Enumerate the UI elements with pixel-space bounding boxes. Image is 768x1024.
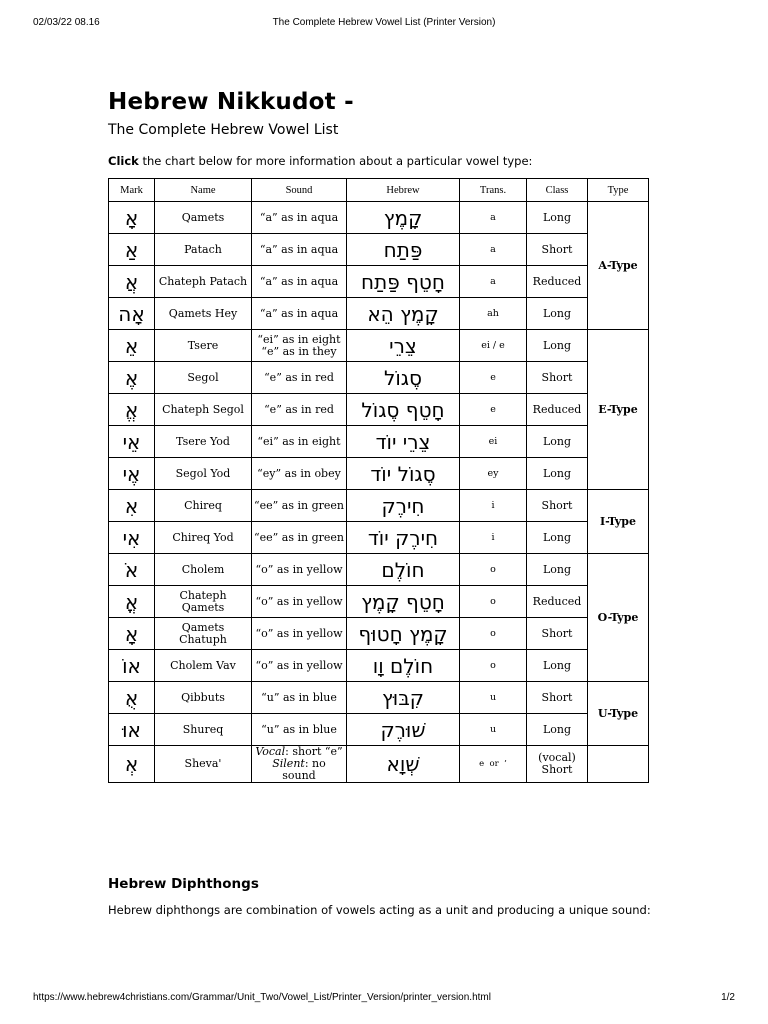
vowel-name-line1: Chateph <box>179 588 227 602</box>
page-content <box>108 86 648 169</box>
vowel-class: Short <box>527 362 588 394</box>
vowel-class: Short <box>527 234 588 266</box>
vowel-class: Long <box>527 330 588 362</box>
vowel-name: Tsere <box>155 330 252 362</box>
vowel-hebrew: שׁוּרֶק <box>347 714 460 746</box>
vowel-sound-line2: “e” as in they <box>261 344 337 358</box>
vowel-hebrew: חָטֵף קָמֶץ <box>347 586 460 618</box>
vowel-sound: “ei” as in eight <box>252 426 347 458</box>
table-row[interactable] <box>109 362 649 394</box>
vowel-mark: אֶ <box>109 362 155 394</box>
vowel-name: Chireq Yod <box>155 522 252 554</box>
vowel-hebrew: קָמֶץ חָטוּף <box>347 618 460 650</box>
vowel-sound: “o” as in yellow <box>252 586 347 618</box>
vowel-hebrew: צֵרֵי <box>347 330 460 362</box>
vowel-sound: “o” as in yellow <box>252 554 347 586</box>
vowel-name-line2: Qamets <box>181 600 225 614</box>
header-class: Class <box>527 179 588 202</box>
table-row[interactable] <box>109 682 649 714</box>
vowel-hebrew: חָטֵף סֶגוֹל <box>347 394 460 426</box>
vowel-mark: אֱ <box>109 394 155 426</box>
vowel-class: Long <box>527 650 588 682</box>
class-line2: Short <box>541 763 573 776</box>
vowel-class: Long <box>527 426 588 458</box>
vowel-name: Segol <box>155 362 252 394</box>
type-i-link[interactable]: I-Type <box>588 490 649 554</box>
vowel-sound: “o” as in yellow <box>252 618 347 650</box>
type-u-link[interactable]: U-Type <box>588 682 649 746</box>
vowel-trans: ah <box>460 298 527 330</box>
vowel-sound: “ee” as in green <box>252 490 347 522</box>
vowel-trans: a <box>460 202 527 234</box>
vowel-hebrew: קָמֶץ הֵא <box>347 298 460 330</box>
vowel-name <box>155 618 252 650</box>
vowel-name <box>155 586 252 618</box>
vowel-name-line2: Chatuph <box>179 632 227 646</box>
vowel-trans: i <box>460 522 527 554</box>
type-e-link[interactable]: E-Type <box>588 330 649 490</box>
table-row[interactable] <box>109 714 649 746</box>
vowel-hebrew: קָמֶץ <box>347 202 460 234</box>
print-header <box>33 17 735 28</box>
vowel-trans: u <box>460 714 527 746</box>
intro-text <box>108 153 648 169</box>
vowel-name: Chateph Segol <box>155 394 252 426</box>
vowel-trans: o <box>460 554 527 586</box>
vowel-mark: אוֹ <box>109 650 155 682</box>
page-subtitle: The Complete Hebrew Vowel List <box>108 122 339 138</box>
vowel-mark: אֻ <box>109 682 155 714</box>
vowel-sound: “a” as in aqua <box>252 266 347 298</box>
silent-text: : no sound <box>282 757 326 782</box>
table-row[interactable] <box>109 394 649 426</box>
header-type: Type <box>588 179 649 202</box>
vowel-hebrew: סֶגוֹל יוֹד <box>347 458 460 490</box>
diphthongs-title: Hebrew Diphthongs <box>108 876 259 892</box>
vowel-trans: o <box>460 586 527 618</box>
vowel-class <box>527 746 588 783</box>
vowel-hebrew: סֶגוֹל <box>347 362 460 394</box>
vowel-class: Long <box>527 202 588 234</box>
vowel-class: Long <box>527 298 588 330</box>
vowel-mark: אֹ <box>109 554 155 586</box>
table-row[interactable] <box>109 554 649 586</box>
vowel-class: Short <box>527 490 588 522</box>
header-mark: Mark <box>109 179 155 202</box>
vowel-mark: אִי <box>109 522 155 554</box>
table-row[interactable] <box>109 426 649 458</box>
vowel-hebrew: חָטֵף פַּתַח <box>347 266 460 298</box>
vowel-sound: “a” as in aqua <box>252 234 347 266</box>
vowel-class: Long <box>527 554 588 586</box>
vowel-class: Reduced <box>527 266 588 298</box>
vowel-mark: אַ <box>109 234 155 266</box>
table-header-row <box>109 179 649 202</box>
vowel-trans: o <box>460 618 527 650</box>
vowel-sound: “e” as in red <box>252 394 347 426</box>
vowel-class: Long <box>527 458 588 490</box>
vowel-trans: ei / e <box>460 330 527 362</box>
vowel-trans: a <box>460 266 527 298</box>
vowel-name: Cholem Vav <box>155 650 252 682</box>
table-row[interactable] <box>109 458 649 490</box>
vowel-sound: “u” as in blue <box>252 682 347 714</box>
vowel-name: Patach <box>155 234 252 266</box>
vowel-hebrew: שְׁוָא <box>347 746 460 783</box>
vowel-mark: אֵ <box>109 330 155 362</box>
table-row[interactable] <box>109 618 649 650</box>
vocal-label: Vocal <box>255 745 286 758</box>
vowel-mark: אֶי <box>109 458 155 490</box>
table-row[interactable] <box>109 490 649 522</box>
vowel-name: Cholem <box>155 554 252 586</box>
table-row[interactable] <box>109 298 649 330</box>
print-url: https://www.hebrew4christians.com/Grammar/Unit_Two/Vowel_List/Printer_Version/printer_version.html <box>33 992 491 1003</box>
vowel-name: Qamets <box>155 202 252 234</box>
vowel-trans: i <box>460 490 527 522</box>
vowel-trans: u <box>460 682 527 714</box>
header-trans: Trans. <box>460 179 527 202</box>
vowel-class: Long <box>527 522 588 554</box>
vowel-mark: אִ <box>109 490 155 522</box>
vowel-name: Qamets Hey <box>155 298 252 330</box>
vowel-name-line1: Qamets <box>181 620 225 634</box>
vowel-trans: o <box>460 650 527 682</box>
vowel-hebrew: חוֹלֶם וָו <box>347 650 460 682</box>
diphthongs-text: Hebrew diphthongs are combination of vowels acting as a unit and producing a unique sound: <box>108 903 651 917</box>
type-a-link[interactable]: A-Type <box>588 202 649 330</box>
vowel-name: Sheva' <box>155 746 252 783</box>
intro-rest: the chart below for more information about a particular vowel type: <box>138 154 533 168</box>
page-title: Hebrew Nikkudot - <box>108 89 354 115</box>
header-hebrew: Hebrew <box>347 179 460 202</box>
diphthongs-section <box>108 876 668 918</box>
table-row[interactable] <box>109 586 649 618</box>
table-row[interactable] <box>109 234 649 266</box>
vowel-trans: e or ’ <box>460 746 527 783</box>
vowel-name: Chateph Patach <box>155 266 252 298</box>
table-row[interactable] <box>109 330 649 362</box>
vowel-trans: ey <box>460 458 527 490</box>
vowel-chart[interactable] <box>108 178 649 783</box>
table-row[interactable] <box>109 202 649 234</box>
vowel-hebrew: חִירֶק יוֹד <box>347 522 460 554</box>
intro-bold: Click <box>108 154 139 168</box>
vowel-mark: אְ <box>109 746 155 783</box>
table-row-sheva[interactable] <box>109 746 649 783</box>
vowel-sound: “u” as in blue <box>252 714 347 746</box>
class-line1: (vocal) <box>538 751 576 764</box>
vocal-text: : short “e” <box>285 745 343 758</box>
type-empty <box>588 746 649 783</box>
vowel-sound <box>252 746 347 783</box>
vowel-hebrew: קִבּוּץ <box>347 682 460 714</box>
vowel-sound: “e” as in red <box>252 362 347 394</box>
print-page-title: The Complete Hebrew Vowel List (Printer Version) <box>272 17 496 28</box>
vowel-mark: אוּ <box>109 714 155 746</box>
vowel-sound <box>252 330 347 362</box>
vowel-sound: “a” as in aqua <box>252 202 347 234</box>
table-row[interactable] <box>109 522 649 554</box>
vowel-trans: a <box>460 234 527 266</box>
vowel-hebrew: חִירֶק <box>347 490 460 522</box>
type-o-link[interactable]: O-Type <box>588 554 649 682</box>
print-page-number: 1/2 <box>721 992 735 1003</box>
vowel-name: Chireq <box>155 490 252 522</box>
print-datetime: 02/03/22 08.16 <box>33 17 100 28</box>
vowel-sound-line1: “ei” as in eight <box>257 332 341 346</box>
vowel-class: Reduced <box>527 586 588 618</box>
vowel-mark: אֳ <box>109 586 155 618</box>
vowel-hebrew: פַּתַח <box>347 234 460 266</box>
vowel-name: Segol Yod <box>155 458 252 490</box>
vowel-sound: “a” as in aqua <box>252 298 347 330</box>
vowel-sound: “ey” as in obey <box>252 458 347 490</box>
vowel-class: Short <box>527 682 588 714</box>
vowel-class: Long <box>527 714 588 746</box>
vowel-trans: e <box>460 394 527 426</box>
vowel-class: Short <box>527 618 588 650</box>
vowel-hebrew: צֵרֵי יוֹד <box>347 426 460 458</box>
vowel-trans: ei <box>460 426 527 458</box>
vowel-name: Shureq <box>155 714 252 746</box>
silent-label: Silent <box>272 757 305 770</box>
header-name: Name <box>155 179 252 202</box>
vowel-name: Tsere Yod <box>155 426 252 458</box>
vowel-hebrew: חוֹלֶם <box>347 554 460 586</box>
vowel-class: Reduced <box>527 394 588 426</box>
vowel-trans: e <box>460 362 527 394</box>
vowel-mark: אָ <box>109 618 155 650</box>
table-row[interactable] <box>109 266 649 298</box>
vowel-sound: “ee” as in green <box>252 522 347 554</box>
vowel-mark: אָ <box>109 202 155 234</box>
header-sound: Sound <box>252 179 347 202</box>
vowel-name: Qibbuts <box>155 682 252 714</box>
vowel-mark: אֵי <box>109 426 155 458</box>
table-row[interactable] <box>109 650 649 682</box>
vowel-mark: אָה <box>109 298 155 330</box>
print-footer <box>33 992 735 1003</box>
vowel-mark: אֲ <box>109 266 155 298</box>
vowel-sound: “o” as in yellow <box>252 650 347 682</box>
